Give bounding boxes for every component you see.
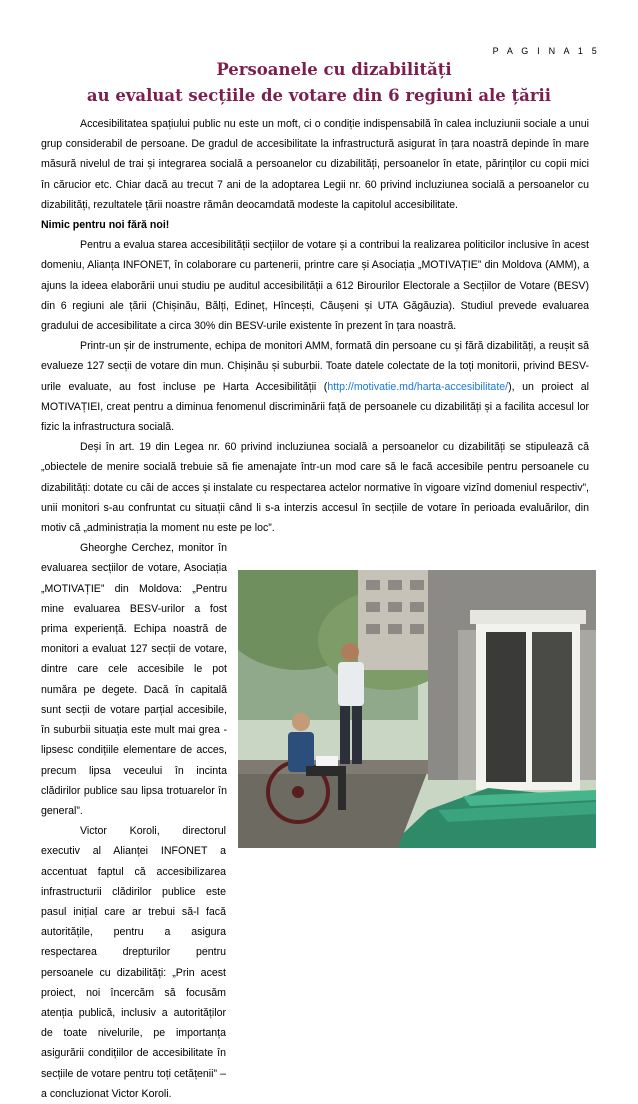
accessibility-map-link[interactable]: http://motivatie.md/harta-accesibilitate/ bbox=[327, 380, 509, 393]
paragraph-monitors-text-a: Printr-un șir de instrumente, echipa de monitori AMM, formată din persoane cu și fără dizabilități, a reușit să evalueze 127 secții de votare din mun. Chișinău și suburbii. Toate datele colectate de la toți monitorii, privind BESV-urile evaluate, au fost incluse pe Harta Accesibilității ( bbox=[41, 340, 589, 393]
paragraph-monitors-text-b: ), un proiect al MOTIVAȚIEI, creat pentru a diminua fenomenul discriminării față de persoanele cu dizabilități și a facilita accesul lor fizic la infrastructura socială. bbox=[41, 380, 589, 434]
intro-paragraph: Accesibilitatea spațiului public nu este un moft, ci o condiție indispensabilă în calea incluziunii sociale a unui grup considerabil de persoane. De gradul de accesibilitate la infrastructură asigurat în țara noastră depinde în mare măsură nivelul de trai și integrarea socială a persoanelor cu dizabilități, persoanelor în etate, părinților cu copii mici în cărucior etc. Chiar dacă au trecut 7 ani de la adoptarea Legii nr. 60 privind incluziunea socială a persoanelor cu dizabilități, rezultatele țării noastre rămân deocamdată modeste la capitolul accesibilitate. bbox=[41, 118, 589, 211]
paragraph-monitors bbox=[41, 336, 589, 437]
photo-wrap-spacer bbox=[227, 618, 589, 918]
paragraph-cerchez-quote: Gheorghe Cerchez, monitor în evaluarea secțiilor de votare, Asociația „MOTIVAȚIE” din Moldova: „Pentru mine evaluarea BESV-urilor a fost prima experiență. Echipa noastră de monitori a evaluat 127 secții de votare, dintre care cele accesibile le pot număra pe degete. Dacă în capitală sunt secții de votare parțial accesibile, în suburbii situația este mult mai grea - lipsesc condițiile elementare de acces, precum lipsa veceului în incinta clădirilor publice sau lipsa trotuarelor în general”. bbox=[41, 538, 589, 821]
paragraph-study: Pentru a evalua starea accesibilității secțiilor de votare și a contribui la realizarea politicilor inclusive în acest domeniu, Alianța INFONET, în colaborare cu partenerii, printre care și Asociația „MOTIVAȚIE” din Moldova (AMM), a ajuns la ideea elaborării unui studiu pe auditul accesibilității a 612 Birourilor Electorale a Secțiilor de Votare (BESV) din 6 regiuni ale țării (Chișinău, Bălți, Edineț, Hîncești, Căușeni și UTA Găgăuzia). Studiul prevede evaluarea gradului de accesibilitate a circa 30% din BESV-urile existente în prezent în țara noastră. bbox=[41, 239, 589, 333]
article-body bbox=[41, 114, 589, 1104]
paragraph-law: Deși în art. 19 din Legea nr. 60 privind incluziunea socială a persoanelor cu dizabilități se stipulează că „obiectele de menire socială trebuie să fie amenajate într-un mod care să le facă accesibile pentru persoanele cu dizabilități: dotate cu căi de acces și instalate cu respectarea actelor normative în vigoare vizînd domeniul respectiv”, unii monitori s-au confruntat cu situații când li s-a interzis accesul în secțiile de votare în perioada evaluărilor, din motiv că „administrația la moment nu este pe loc”. bbox=[41, 441, 589, 535]
paragraph-koroli-quote: Victor Koroli, directorul executiv al Alianței INFONET a accentuat faptul că accesibilizarea infrastructurii clădirilor publice este pasul inițial care ar trebui să-l facă autoritățile, pentru a asigura respectarea drepturilor pentru persoanele cu dizabilități: „Prin acest proiect, noi încercăm să focusăm atenția publică, inclusiv a autorităților de toate nivelurile, pe importanța asigurării condițiilor de accesibilitate în secțiile de votare pentru toți cetățenii” – a concluzionat Victor Koroli. bbox=[41, 825, 226, 1100]
section-subheading: Nimic pentru noi fără noi! bbox=[41, 219, 170, 232]
article-title-line-1: Persoanele cu dizabilități bbox=[216, 60, 452, 79]
article-title-line-2: au evaluat secțiile de votare din 6 regiuni ale țării bbox=[86, 86, 552, 105]
page-number: P A G I N A 1 5 bbox=[492, 46, 600, 56]
